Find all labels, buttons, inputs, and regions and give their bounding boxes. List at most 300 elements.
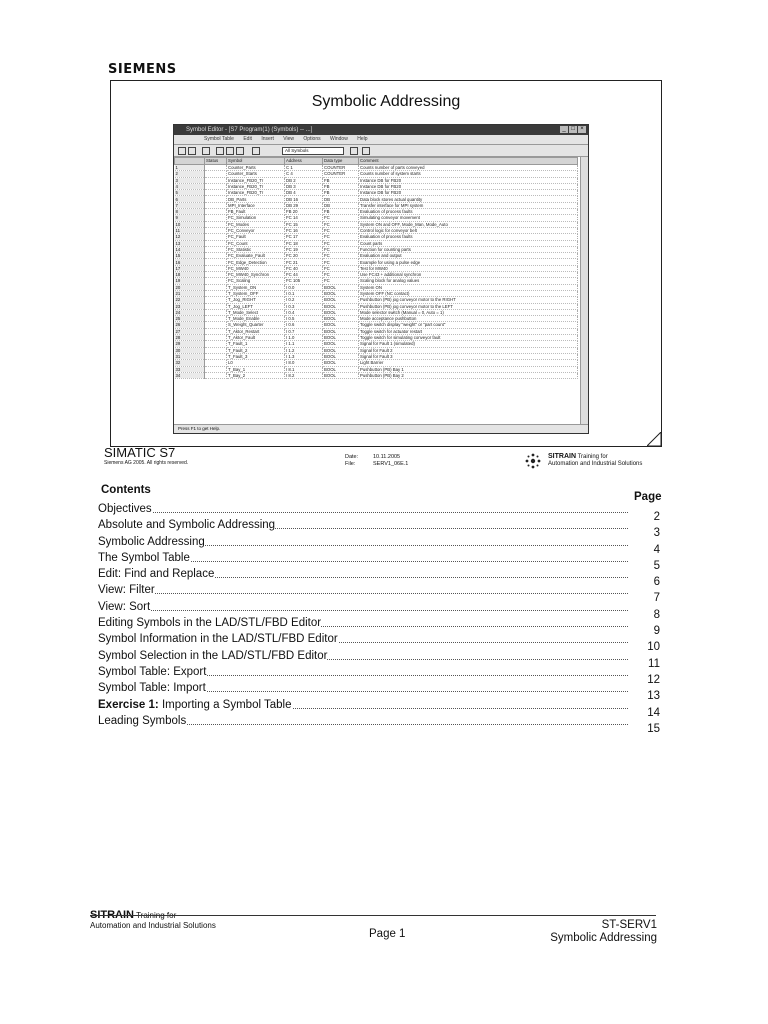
address-number: 8.1 (288, 366, 295, 372)
row-number: 28 (175, 335, 205, 341)
row-comment: Example for using a pulse edge (359, 259, 578, 265)
address-area: FC (286, 272, 292, 278)
address-number: 1.2 (288, 347, 295, 353)
toc-item[interactable] (98, 633, 664, 654)
row-comment: Use FC43 + additional synchron (359, 272, 578, 278)
row-comment: Control logic for conveyor belt (359, 227, 578, 233)
row-comment: Test for MW40 (359, 265, 578, 271)
footer-sitrain-line1: Training for (136, 911, 177, 920)
address-area: I (286, 309, 288, 315)
row-comment: Evaluation of process faults (359, 234, 578, 240)
slide-meta (345, 454, 408, 468)
minimize-icon[interactable]: _ (560, 126, 568, 133)
close-icon[interactable]: × (578, 126, 586, 133)
toc-item[interactable] (98, 698, 664, 719)
row-number: 23 (175, 303, 205, 309)
symbol-editor-window (173, 124, 589, 434)
symbol-table-body (175, 165, 578, 379)
symbol-row[interactable] (175, 372, 578, 378)
col-rownum[interactable] (175, 158, 205, 165)
row-symbol: T_Fault_2 (227, 347, 285, 353)
address-number: 0.3 (288, 303, 295, 309)
row-datatype: FC (323, 278, 359, 284)
menu-symbol-table[interactable]: Symbol Table (204, 136, 234, 142)
row-datatype: FC (323, 240, 359, 246)
row-number: 24 (175, 309, 205, 315)
toc-item[interactable] (98, 714, 664, 735)
col-datatype[interactable]: Data type (323, 158, 359, 165)
row-datatype: FB (323, 183, 359, 189)
row-comment: Transfer interface for MPI system (359, 202, 578, 208)
row-datatype: BOOL (323, 316, 359, 322)
row-datatype: BOOL (323, 341, 359, 347)
row-datatype: FC (323, 234, 359, 240)
address-area: I (286, 284, 288, 290)
row-number: 34 (175, 372, 205, 378)
row-comment: Instance DB for FB20 (359, 183, 578, 189)
address-number: 1.3 (288, 353, 295, 359)
row-number: 30 (175, 347, 205, 353)
address-area: I (286, 372, 288, 378)
paste-icon[interactable] (236, 147, 244, 155)
address-number: 21 (292, 259, 298, 265)
row-symbol: Instance_FB20_Tr (227, 190, 285, 196)
toc-item-page: 9 (653, 625, 660, 638)
toc-item-text: Importing a Symbol Table (158, 698, 292, 711)
toc-item-title (98, 617, 321, 629)
print-icon[interactable] (202, 147, 210, 155)
address-number: 20 (292, 209, 298, 215)
row-datatype: BOOL (323, 309, 359, 315)
row-datatype: BOOL (323, 297, 359, 303)
address-area: I (286, 347, 288, 353)
row-symbol: T_Mode_Select (227, 309, 285, 315)
row-datatype: FB (323, 190, 359, 196)
window-titlebar (174, 125, 588, 135)
address-number: 3 (293, 183, 296, 189)
toc-item-page: 11 (648, 657, 660, 670)
row-symbol: FC_Evaluate_Fault (227, 253, 285, 259)
row-datatype: BOOL (323, 360, 359, 366)
sitrain-line2: Automation and Industrial Solutions (548, 461, 643, 467)
row-number: 10 (175, 221, 205, 227)
address-number: 29 (293, 202, 298, 208)
sitrain-name: SITRAIN (548, 453, 576, 460)
toc-item-title (98, 601, 150, 613)
row-datatype: FC (323, 215, 359, 221)
sitrain-logo-top (524, 452, 664, 472)
address-area: FC (286, 228, 292, 234)
toc-item-text: Symbolic Addressing (98, 535, 205, 548)
slide-frame (110, 80, 662, 447)
menu-edit[interactable]: Edit (243, 136, 252, 142)
row-symbol: FC_Modes (227, 221, 285, 227)
row-number: 22 (175, 297, 205, 303)
address-area: DB (286, 196, 292, 202)
toc-item-page: 15 (647, 722, 660, 735)
address-number: 0.0 (288, 284, 295, 290)
row-symbol: Instance_FB20_Tr (227, 183, 285, 189)
toc-item-title (98, 568, 214, 580)
address-area: FC (286, 234, 292, 240)
toc-item-page: 6 (653, 576, 660, 589)
address-number: 0.5 (288, 316, 295, 322)
row-number: 32 (175, 360, 205, 366)
address-number: 0.4 (288, 309, 295, 315)
toc-item[interactable] (98, 551, 664, 572)
row-datatype: BOOL (323, 328, 359, 334)
row-symbol: DB_Parts (227, 196, 285, 202)
row-status (205, 372, 227, 378)
address-area: FC (286, 253, 292, 259)
row-datatype: FB (323, 209, 359, 215)
row-number: 21 (175, 290, 205, 296)
row-datatype: BOOL (323, 335, 359, 341)
row-comment: Pushbutton (PB) jog conveyor motor to the LEFT (359, 303, 578, 309)
address-area: I (286, 341, 288, 347)
menu-options[interactable]: Options (303, 136, 321, 142)
row-number: 14 (175, 246, 205, 252)
toc-item-page: 12 (647, 673, 660, 686)
address-number: 1.0 (288, 335, 295, 341)
row-symbol: T_Fault_1 (227, 341, 285, 347)
cut-icon[interactable] (216, 147, 224, 155)
contents-heading: Contents (101, 484, 151, 496)
menu-view[interactable]: View (283, 136, 294, 142)
toc-item-prefix: Exercise 1: (98, 698, 159, 711)
row-datatype: BOOL (323, 303, 359, 309)
row-symbol: T_Mode_Enable (227, 316, 285, 322)
row-number: 5 (175, 190, 205, 196)
row-datatype: COUNTER (323, 165, 359, 171)
toc-item-title (98, 584, 155, 596)
row-symbol: T_Jog_LEFT (227, 303, 285, 309)
window-menubar (174, 135, 588, 145)
row-number: 17 (175, 265, 205, 271)
toc-item-title (98, 682, 206, 694)
address-number: 17 (292, 234, 298, 240)
row-datatype: FC (323, 246, 359, 252)
address-number: 1.1 (288, 341, 295, 347)
row-datatype: FC (323, 265, 359, 271)
file-label: File: (345, 461, 356, 467)
address-number: 8.0 (288, 360, 295, 366)
toc-item-text: Symbol Selection in the LAD/STL/FBD Editor (98, 649, 328, 662)
address-number: 4 (293, 190, 296, 196)
address-number: 1 (290, 165, 293, 171)
toc-item-page: 5 (653, 559, 660, 572)
address-area: FC (286, 278, 292, 284)
address-number: 14 (292, 215, 298, 221)
row-comment: Toggle switch for actuator restart (359, 328, 578, 334)
copyright: Siemens AG 2005. All rights reserved. (104, 460, 189, 466)
row-symbol: FC_Simulation (227, 215, 285, 221)
address-number: 2 (293, 177, 296, 183)
row-number: 16 (175, 259, 205, 265)
row-symbol: FC_MW40 (227, 265, 285, 271)
col-comment[interactable]: Comment (359, 158, 578, 165)
address-area: DB (286, 190, 292, 196)
row-comment: Signal for Fault 2 (359, 347, 578, 353)
row-comment: Pushbutton (PB) Bay 1 (359, 366, 578, 372)
row-comment: Evaluation and output (359, 253, 578, 259)
window-statusbar: Press F1 to get Help. (174, 424, 588, 433)
simatic-title: SIMATIC S7 (104, 445, 176, 460)
toc-item-title (98, 519, 275, 531)
row-comment: Pushbutton (PB) Bay 2 (359, 372, 578, 378)
toc-item-page: 14 (647, 706, 660, 719)
toc-item-text: Absolute and Symbolic Addressing (98, 519, 276, 532)
row-datatype: BOOL (323, 366, 359, 372)
toc-item[interactable] (98, 649, 664, 670)
address-number: 0.2 (288, 297, 295, 303)
row-number: 18 (175, 272, 205, 278)
filter-select[interactable]: All Symbols (282, 147, 344, 155)
sitrain-line1: Training for (577, 454, 608, 460)
row-comment: System ON and OFF, Mode_Man, Mode_Auto (359, 221, 578, 227)
address-area: C (286, 165, 290, 171)
row-datatype: DB (323, 196, 359, 202)
row-comment: Toggle switch for simulating conveyor fault (359, 335, 578, 341)
row-symbol: S_Weight_Quarter (227, 322, 285, 328)
table-of-contents (98, 503, 664, 735)
address-number: 0.7 (288, 328, 295, 334)
address-number: 44 (292, 272, 298, 278)
address-area: I (286, 328, 288, 334)
toc-item-text: Edit: Find and Replace (98, 568, 215, 581)
toc-item-title (98, 650, 327, 662)
row-comment: Simulating conveyor movement (359, 215, 578, 221)
row-number: 7 (175, 202, 205, 208)
menu-help[interactable]: Help (357, 136, 368, 142)
maximize-icon[interactable]: □ (569, 126, 577, 133)
row-datatype: FB (323, 177, 359, 183)
toc-item[interactable] (98, 568, 664, 589)
row-symbol: T_Aktor_Restart (227, 328, 285, 334)
address-area: I (286, 366, 288, 372)
page-column-heading: Page (634, 491, 662, 503)
row-comment: Counts number of parts conveyed (359, 165, 578, 171)
window-title: Symbol Editor - [S7 Program(1) (Symbols) -- ...] (186, 127, 313, 133)
row-symbol: MPI_Interface (227, 202, 285, 208)
row-symbol: T_Jog_RIGHT (227, 297, 285, 303)
row-number: 8 (175, 209, 205, 215)
row-comment: Scaling block for analog values (359, 278, 578, 284)
copy-icon[interactable] (226, 147, 234, 155)
row-number: 20 (175, 284, 205, 290)
toc-item-text: Symbol Table: Export (98, 665, 207, 678)
col-address[interactable]: Address (285, 158, 323, 165)
row-comment: Instance DB for FB20 (359, 190, 578, 196)
toc-item[interactable] (98, 665, 664, 686)
address-number: 8.2 (288, 372, 295, 378)
footer-sitrain (90, 910, 216, 931)
toc-item-title (98, 633, 338, 645)
address-area: FC (286, 246, 292, 252)
address-area: I (286, 353, 288, 359)
row-comment: Count parts (359, 240, 578, 246)
toc-item-title (98, 536, 205, 548)
siemens-brand: SIEMENS (108, 62, 177, 77)
toc-item[interactable] (98, 519, 664, 540)
toc-item[interactable] (98, 682, 664, 703)
address-number: 105 (292, 278, 301, 284)
toc-item[interactable] (98, 617, 664, 638)
row-symbol: T_Bay_1 (227, 366, 285, 372)
toc-item-title (98, 715, 186, 727)
row-comment: Toggle switch display "weight" or "part count" (359, 322, 578, 328)
toc-item-text: Symbol Table: Import (98, 682, 206, 695)
row-comment: Data block stores actual quantity (359, 196, 578, 202)
toc-leader-dots (98, 610, 628, 611)
row-number: 26 (175, 322, 205, 328)
row-symbol: FC_Conveyor (227, 227, 285, 233)
row-number: 9 (175, 215, 205, 221)
toc-item[interactable] (98, 535, 664, 556)
address-number: 0.1 (288, 290, 295, 296)
address-area: FB (286, 209, 292, 215)
toc-item[interactable] (98, 503, 664, 523)
symbol-table (174, 157, 578, 379)
row-comment: Signal for Fault 1 (simulated) (359, 341, 578, 347)
toc-item-text: View: Sort (98, 600, 151, 613)
address-number: 4 (290, 171, 293, 177)
address-area: FC (286, 240, 292, 246)
row-number: 12 (175, 234, 205, 240)
row-symbol: T_Fault_3 (227, 353, 285, 359)
row-symbol: Instance_FB20_Tr (227, 177, 285, 183)
toc-item-text: View: Filter (98, 584, 155, 597)
row-symbol: L0 (227, 360, 285, 366)
date-value: 10.11.2005 (373, 454, 401, 460)
toc-item[interactable] (98, 584, 664, 605)
row-symbol: Counter_Parts (227, 165, 285, 171)
address-number: 19 (292, 246, 298, 252)
filter-icon[interactable] (350, 147, 358, 155)
row-number: 25 (175, 316, 205, 322)
sitrain-logo-icon (524, 452, 542, 470)
help-icon[interactable] (362, 147, 370, 155)
address-number: 16 (293, 196, 298, 202)
row-datatype: COUNTER (323, 171, 359, 177)
toc-item-text: Objectives (98, 503, 152, 515)
address-number: 0.6 (288, 322, 295, 328)
row-number: 1 (175, 165, 205, 171)
row-number: 27 (175, 328, 205, 334)
address-area: I (286, 290, 288, 296)
address-number: 16 (292, 228, 298, 234)
row-symbol: FC_Scaling (227, 278, 285, 284)
toc-item-title (98, 666, 206, 678)
row-comment: Light Barrier (359, 360, 578, 366)
col-status[interactable]: Status (205, 158, 227, 165)
address-number: 20 (292, 253, 298, 259)
row-datatype: FC (323, 227, 359, 233)
row-comment: Mode selector switch (Manual = 0, Auto = 1) (359, 309, 578, 315)
row-datatype: DB (323, 202, 359, 208)
col-symbol[interactable]: Symbol (227, 158, 285, 165)
toc-item-page: 4 (653, 543, 660, 556)
address-area: FC (286, 215, 292, 221)
row-number: 6 (175, 196, 205, 202)
row-datatype: FC (323, 221, 359, 227)
toc-leader-dots (98, 593, 628, 594)
save-icon[interactable] (188, 147, 196, 155)
address-number: 40 (292, 265, 298, 271)
row-comment: Instance DB for FB20 (359, 177, 578, 183)
row-datatype: FC (323, 253, 359, 259)
toc-item-title (98, 699, 292, 711)
row-datatype: BOOL (323, 347, 359, 353)
row-number: 11 (175, 227, 205, 233)
toc-item-page: 8 (653, 608, 660, 621)
undo-icon[interactable] (252, 147, 260, 155)
row-datatype: FC (323, 259, 359, 265)
row-number: 3 (175, 177, 205, 183)
slide-title: Symbolic Addressing (311, 93, 461, 110)
toc-item-title (98, 552, 190, 564)
row-symbol: FC_Fault (227, 234, 285, 240)
row-datatype: BOOL (323, 284, 359, 290)
toc-leader-dots (98, 512, 628, 513)
symbol-table-header (175, 158, 578, 165)
toc-item-page: 3 (653, 527, 660, 540)
page-curl-icon (647, 432, 661, 446)
row-symbol: FC_Edge_Detection (227, 259, 285, 265)
toc-item-page: 10 (647, 641, 660, 654)
row-datatype: BOOL (323, 322, 359, 328)
row-comment: Pushbutton (PB) jog conveyor motor to the RIGHT (359, 297, 578, 303)
toc-item-text: The Symbol Table (98, 551, 190, 564)
row-comment: Signal for Fault 3 (359, 353, 578, 359)
vertical-scrollbar[interactable] (580, 157, 588, 424)
address-area: FC (286, 221, 292, 227)
date-label: Date: (345, 454, 359, 460)
row-datatype: BOOL (323, 372, 359, 378)
row-address (285, 372, 323, 378)
row-number: 31 (175, 353, 205, 359)
menu-insert[interactable]: Insert (261, 136, 274, 142)
address-area: I (286, 322, 288, 328)
row-symbol: T_System_OFF (227, 290, 285, 296)
footer-sitrain-line2: Automation and Industrial Solutions (90, 921, 216, 930)
toc-item[interactable] (98, 600, 664, 621)
row-symbol: FB_Fault (227, 209, 285, 215)
address-area: I (286, 335, 288, 341)
row-symbol: T_Bay_2 (227, 372, 285, 378)
open-icon[interactable] (178, 147, 186, 155)
address-area: I (286, 360, 288, 366)
row-symbol: FC_Statistic (227, 246, 285, 252)
window-toolbar (174, 145, 588, 157)
row-datatype: BOOL (323, 290, 359, 296)
row-symbol: FC_Count (227, 240, 285, 246)
row-comment: System ON (359, 284, 578, 290)
row-comment: Evaluation of process faults (359, 209, 578, 215)
row-number: 19 (175, 278, 205, 284)
menu-window[interactable]: Window (330, 136, 348, 142)
address-area: I (286, 297, 288, 303)
row-number: 13 (175, 240, 205, 246)
row-number: 4 (175, 183, 205, 189)
footer-page-number: Page 1 (369, 928, 406, 940)
toc-item-page: 7 (653, 592, 660, 605)
row-number: 2 (175, 171, 205, 177)
address-area: FC (286, 265, 292, 271)
row-number: 29 (175, 341, 205, 347)
row-comment: Function for counting parts (359, 246, 578, 252)
toc-item-title (98, 503, 152, 515)
